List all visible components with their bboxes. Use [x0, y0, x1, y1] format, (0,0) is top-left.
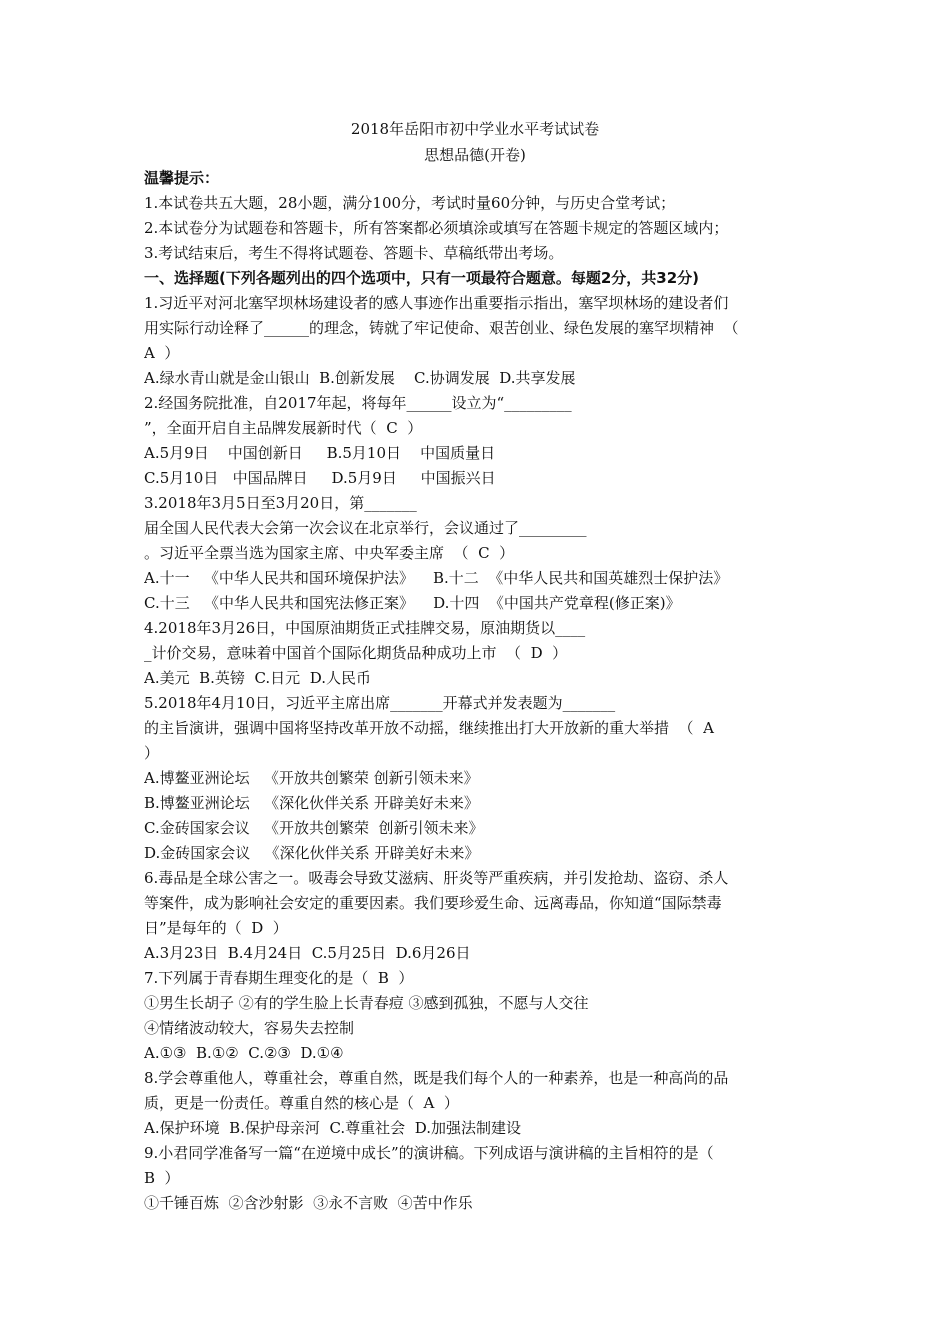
question-line: A.5月9日 中国创新日 B.5月10日 中国质量日: [144, 444, 496, 462]
question-line: _计价交易，意味着中国首个国际化期货品种成功上市 （ D ）: [144, 644, 568, 662]
question-line: A.美元 B.英镑 C.日元 D.人民币: [144, 669, 371, 687]
tips-heading: 温馨提示：: [144, 169, 220, 187]
question-line: 8.学会尊重他人，尊重社会，尊重自然，既是我们每个人的一种素养，也是一种高尚的品: [144, 1069, 729, 1087]
question-line: 的主旨演讲，强调中国将坚持改革开放不动摇，继续推出打大开放新的重大举措 （ A: [144, 719, 714, 737]
question-line: A.绿水青山就是金山银山 B.创新发展 C.协调发展 D.共享发展: [144, 369, 576, 387]
question-line: 6.毒品是全球公害之一。吸毒会导致艾滋病、肝炎等严重疾病，并引发抢劫、盗窃、杀人: [144, 869, 729, 887]
page-subtitle: 思想品德(开卷): [424, 146, 526, 164]
question-line: A ）: [144, 344, 180, 362]
question-line: ）: [144, 744, 160, 762]
question-line: C.十三 《中华人民共和国宪法修正案》 D.十四 《中国共产党章程(修正案)》: [144, 594, 681, 612]
question-line: ①千锤百炼 ②含沙射影 ③永不言败 ④苦中作乐: [144, 1194, 473, 1212]
question-line: 等案件，成为影响社会安定的重要因素。我们要珍爱生命、远离毒品，你知道“国际禁毒: [144, 894, 722, 912]
question-line: 4.2018年3月26日，中国原油期货正式挂牌交易，原油期货以____: [144, 619, 586, 637]
question-line: C.金砖国家会议 《开放共创繁荣 创新引领未来》: [144, 819, 484, 837]
question-line: 3.2018年3月5日至3月20日，第_______: [144, 494, 417, 512]
question-line: ④情绪波动较大，容易失去控制: [144, 1019, 355, 1037]
question-line: A.博鳌亚洲论坛 《开放共创繁荣 创新引领未来》: [144, 769, 479, 787]
question-line: 7.下列属于青春期生理变化的是（ B ）: [144, 969, 414, 987]
question-line: B.博鳌亚洲论坛 《深化伙伴关系 开辟美好未来》: [144, 794, 479, 812]
question-line: 5.2018年4月10日，习近平主席出席_______开幕式并发表题为_______: [144, 694, 616, 712]
question-line: 9.小君同学准备写一篇“在逆境中成长”的演讲稿。下列成语与演讲稿的主旨相符的是（: [144, 1144, 714, 1162]
question-line: 质，更是一份责任。尊重自然的核心是（ A ）: [144, 1094, 459, 1112]
question-line: 1.习近平对河北塞罕坝林场建设者的感人事迹作出重要指示指出，塞罕坝林场的建设者们: [144, 294, 729, 312]
section-heading: 一、选择题(下列各题列出的四个选项中，只有一项最符合题意。每题2分，共32分): [144, 269, 700, 287]
question-line: A.十一 《中华人民共和国环境保护法》 B.十二 《中华人民共和国英雄烈士保护法》: [144, 569, 729, 587]
question-line: ①男生长胡子 ②有的学生脸上长青春痘 ③感到孤独，不愿与人交往: [144, 994, 589, 1012]
question-line: C.5月10日 中国品牌日 D.5月9日 中国振兴日: [144, 469, 496, 487]
question-line: D.金砖国家会议 《深化伙伴关系 开辟美好未来》: [144, 844, 480, 862]
question-line: 日”是每年的（ D ）: [144, 919, 288, 937]
question-line: A.①③ B.①② C.②③ D.①④: [144, 1044, 344, 1062]
tip-item: 2.本试卷分为试题卷和答题卡，所有答案都必须填涂或填写在答题卡规定的答题区域内；: [144, 219, 729, 237]
question-line: 2.经国务院批准，自2017年起，将每年______设立为“_________: [144, 394, 572, 412]
question-line: 届全国人民代表大会第一次会议在北京举行，会议通过了_________: [144, 519, 587, 537]
question-line: 用实际行动诠释了______的理念，铸就了牢记使命、艰苦创业、绿色发展的塞罕坝精神 （: [144, 319, 739, 337]
tip-item: 3.考试结束后，考生不得将试题卷、答题卡、草稿纸带出考场。: [144, 244, 564, 262]
question-line: A.3月23日 B.4月24日 C.5月25日 D.6月26日: [144, 944, 471, 962]
question-line: ”，全面开启自主品牌发展新时代（ C ）: [144, 419, 423, 437]
question-line: A.保护环境 B.保护母亲河 C.尊重社会 D.加强法制建设: [144, 1119, 521, 1137]
question-line: 。习近平全票当选为国家主席、中央军委主席 （ C ）: [144, 544, 515, 562]
tip-item: 1.本试卷共五大题，28小题，满分100分，考试时量60分钟，与历史合堂考试；: [144, 194, 676, 212]
question-line: B ）: [144, 1169, 180, 1187]
page-title: 2018年岳阳市初中学业水平考试试卷: [350, 120, 600, 138]
